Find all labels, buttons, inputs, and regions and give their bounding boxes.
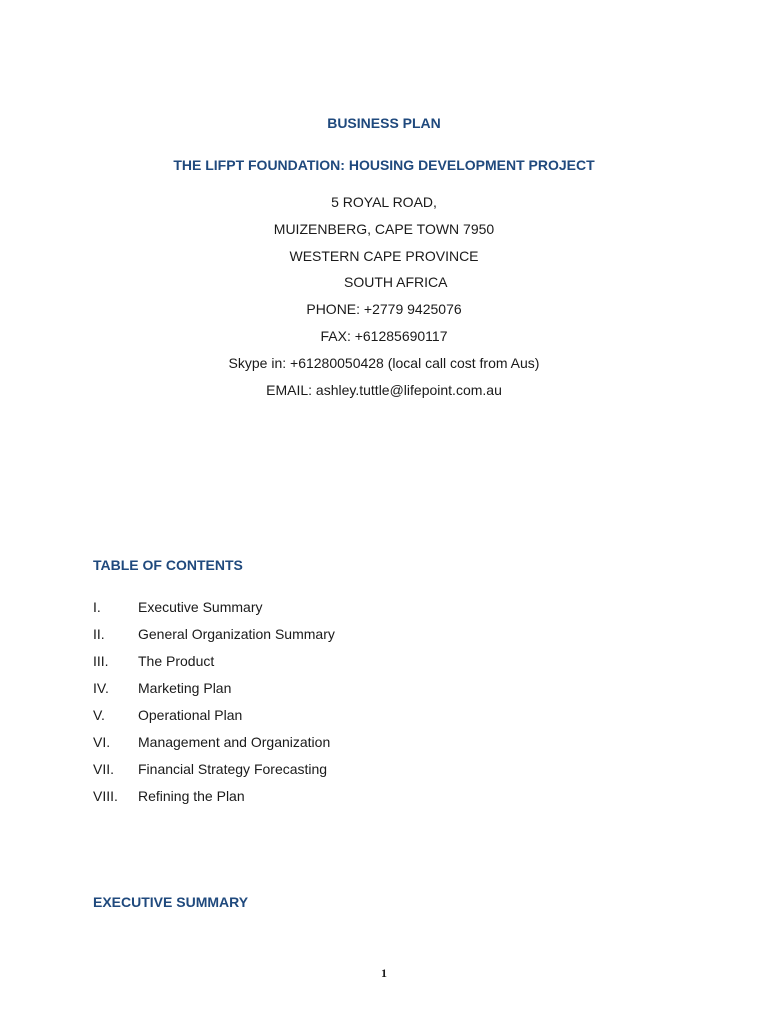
toc-item-number: IV. [93, 680, 109, 696]
address-line-2: MUIZENBERG, CAPE TOWN 7950 [273, 221, 495, 237]
phone-line: PHONE: +2779 9425076 [306, 301, 462, 317]
toc-item-label: Operational Plan [138, 707, 243, 723]
page-number: 1 [381, 966, 387, 980]
toc-item [93, 626, 335, 642]
executive-summary-heading: EXECUTIVE SUMMARY [93, 894, 249, 910]
toc-item-number: VIII. [93, 788, 118, 804]
email-line: EMAIL: ashley.tuttle@lifepoint.com.au [266, 382, 502, 398]
toc-item-number: VII. [93, 761, 115, 777]
toc-item-number: II. [93, 626, 105, 642]
toc-item [93, 599, 262, 615]
address-line-1: 5 ROYAL ROAD, [331, 194, 437, 210]
toc-item-label: Financial Strategy Forecasting [138, 761, 328, 777]
toc-item-label: Refining the Plan [138, 788, 245, 804]
fax-line: FAX: +61285690117 [320, 328, 448, 344]
toc-item-number: I. [93, 599, 101, 615]
toc-item-label: The Product [138, 653, 215, 669]
toc-item-number: VI. [93, 734, 111, 750]
document-subtitle: THE LIFPT FOUNDATION: HOUSING DEVELOPMENT PROJECT [173, 157, 595, 173]
toc-item-number: III. [93, 653, 109, 669]
toc-item-number: V. [93, 707, 105, 723]
toc-item [93, 707, 242, 723]
toc-item [93, 788, 245, 804]
toc-item-label: Executive Summary [138, 599, 263, 615]
address-line-3: WESTERN CAPE PROVINCE [289, 248, 479, 264]
toc-item-label: Management and Organization [138, 734, 331, 750]
document-title: BUSINESS PLAN [327, 115, 441, 131]
toc-heading: TABLE OF CONTENTS [93, 557, 243, 573]
toc-item-label: Marketing Plan [138, 680, 232, 696]
skype-line: Skype in: +61280050428 (local call cost from Aus) [228, 355, 540, 371]
toc-item-label: General Organization Summary [138, 626, 335, 642]
address-line-4: SOUTH AFRICA [344, 274, 448, 290]
toc-item [93, 761, 327, 777]
toc-item [93, 680, 231, 696]
toc-item [93, 734, 330, 750]
toc-item [93, 653, 214, 669]
